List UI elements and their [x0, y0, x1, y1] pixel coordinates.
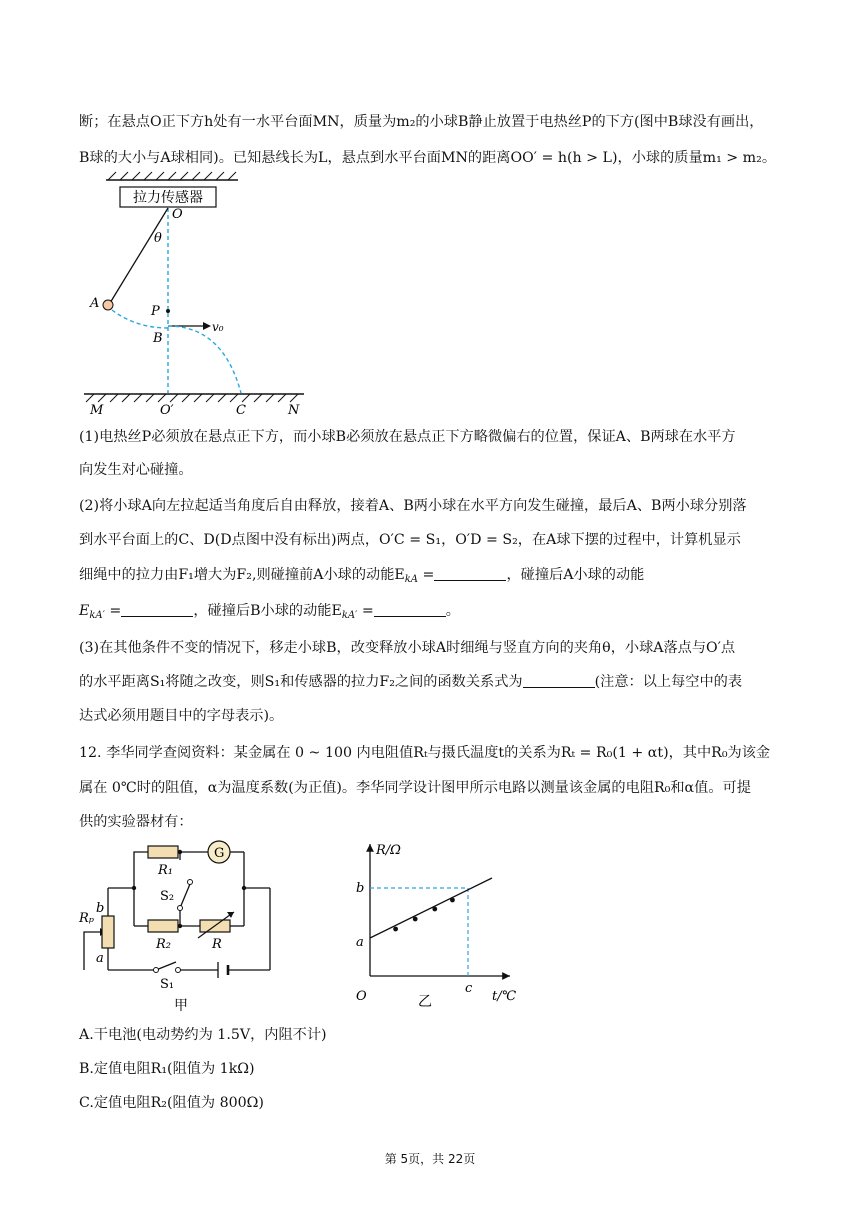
- text-line: 属在 0℃时的阻值，α为温度系数(为正值)。李华同学设计图甲所示电路以测量该金属的电阻R₀和α值。可提: [79, 780, 751, 796]
- data-point: [450, 898, 455, 903]
- text-line: 断；在悬点O正下方h处有一水平台面MN，质量为m₂的小球B静止放置于电热丝P的下方(图中B球没有画出，: [79, 114, 764, 130]
- sensor-label: 拉力传感器: [133, 190, 203, 206]
- svg-text:S₁: S₁: [160, 977, 175, 992]
- option-b: B.定值电阻R₁(阻值为 1kΩ): [79, 1061, 255, 1077]
- rheostat-rp: [102, 916, 114, 948]
- svg-text:R₁: R₁: [158, 863, 173, 878]
- fit-line: [370, 878, 492, 938]
- text-line: 达式必须用题目中的字母表示)。: [79, 708, 284, 724]
- r-t-graph: [350, 838, 530, 1013]
- text-line: 向发生对心碰撞。: [79, 462, 193, 478]
- svg-text:v₀: v₀: [212, 320, 224, 334]
- text-line: 12. 李华同学查阅资料：某金属在 0 ~ 100 内电阻值Rₜ与摄氏温度t的关系为Rₜ = R₀(1 + αt)，其中R₀为该金: [79, 745, 771, 761]
- tick-label-c: c: [465, 981, 473, 996]
- svg-text:Rₚ: Rₚ: [79, 911, 94, 926]
- circuit-figure: [76, 838, 286, 1018]
- data-point: [413, 917, 418, 922]
- answer-blank[interactable]: [434, 566, 506, 581]
- text-line: 的水平距离S₁将随之改变，则S₁和传感器的拉力F₂之间的函数关系式为 (注意：以上每空中的表: [79, 674, 743, 690]
- data-point: [432, 907, 437, 912]
- text-line: 细绳中的拉力由F₁增大为F₂,则碰撞前A小球的动能$E_{kA}$ = ，碰撞后A小球的动能: [79, 567, 645, 585]
- tick-label-a: a: [356, 935, 364, 950]
- answer-blank[interactable]: [523, 673, 595, 688]
- option-a: A.干电池(电动势约为 1.5V，内阻不计): [79, 1027, 327, 1043]
- data-point: [393, 927, 398, 932]
- svg-text:b: b: [96, 901, 105, 916]
- svg-text:M: M: [90, 403, 104, 418]
- tick-label-b: b: [356, 881, 365, 896]
- svg-text:a: a: [96, 951, 104, 966]
- svg-text:R₂: R₂: [156, 937, 171, 952]
- text-line: 供的实验器材有：: [79, 814, 193, 830]
- ball-a: [103, 300, 113, 310]
- svg-text:O: O: [172, 207, 183, 222]
- svg-text:B: B: [153, 331, 163, 346]
- text-line: (3)在其他条件不变的情况下，移走小球B，改变释放小球A时细绳与竖直方向的夹角θ，小球A落点与O′点: [79, 640, 736, 656]
- answer-blank[interactable]: [121, 602, 193, 617]
- svg-text:θ: θ: [154, 231, 162, 246]
- svg-text:N: N: [288, 403, 300, 418]
- text-line: (2)将小球A向左拉起适当角度后自由释放，接着A、B两小球在水平方向发生碰撞，最后A、B两小球分别落: [79, 498, 747, 514]
- text-line: 到水平台面上的C、D(D点图中没有标出)两点，O′C = S₁，O′D = S₂，在A球下摆的过程中，计算机显示: [79, 532, 741, 548]
- answer-blank[interactable]: [374, 602, 446, 617]
- svg-text:R: R: [212, 937, 222, 952]
- svg-text:S₂: S₂: [160, 889, 175, 904]
- text-line: (1)电热丝P必须放在悬点正下方，而小球B必须放在悬点正下方略微偏右的位置，保证A、B两球在水平方: [79, 429, 736, 445]
- svg-text:O′: O′: [160, 403, 174, 418]
- svg-text:G: G: [214, 846, 225, 861]
- resistor-r2: [148, 920, 178, 932]
- text-line: B球的大小与A球相同)。已知悬线长为L，悬点到水平台面MN的距离OO′ = h(h > L)，小球的质量m₁ > m₂。: [79, 150, 777, 166]
- svg-text:A: A: [90, 296, 100, 311]
- svg-text:C: C: [236, 403, 246, 418]
- resistor-r1: [148, 846, 178, 858]
- text-line: $E_{kA'}$ = ，碰撞后B小球的动能$E_{kA'}$ = 。: [79, 603, 460, 621]
- x-axis-label: t/℃: [492, 989, 517, 1004]
- y-axis-label: R/Ω: [376, 843, 401, 858]
- option-c: C.定值电阻R₂(阻值为 800Ω): [79, 1095, 264, 1111]
- origin-label: O: [356, 989, 367, 1004]
- figure-caption: 甲: [174, 998, 188, 1014]
- page-footer: 第 5页，共 22页: [384, 1152, 476, 1166]
- svg-text:P: P: [151, 304, 160, 319]
- pendulum-figure: [78, 168, 318, 418]
- figure-caption: 乙: [418, 994, 432, 1010]
